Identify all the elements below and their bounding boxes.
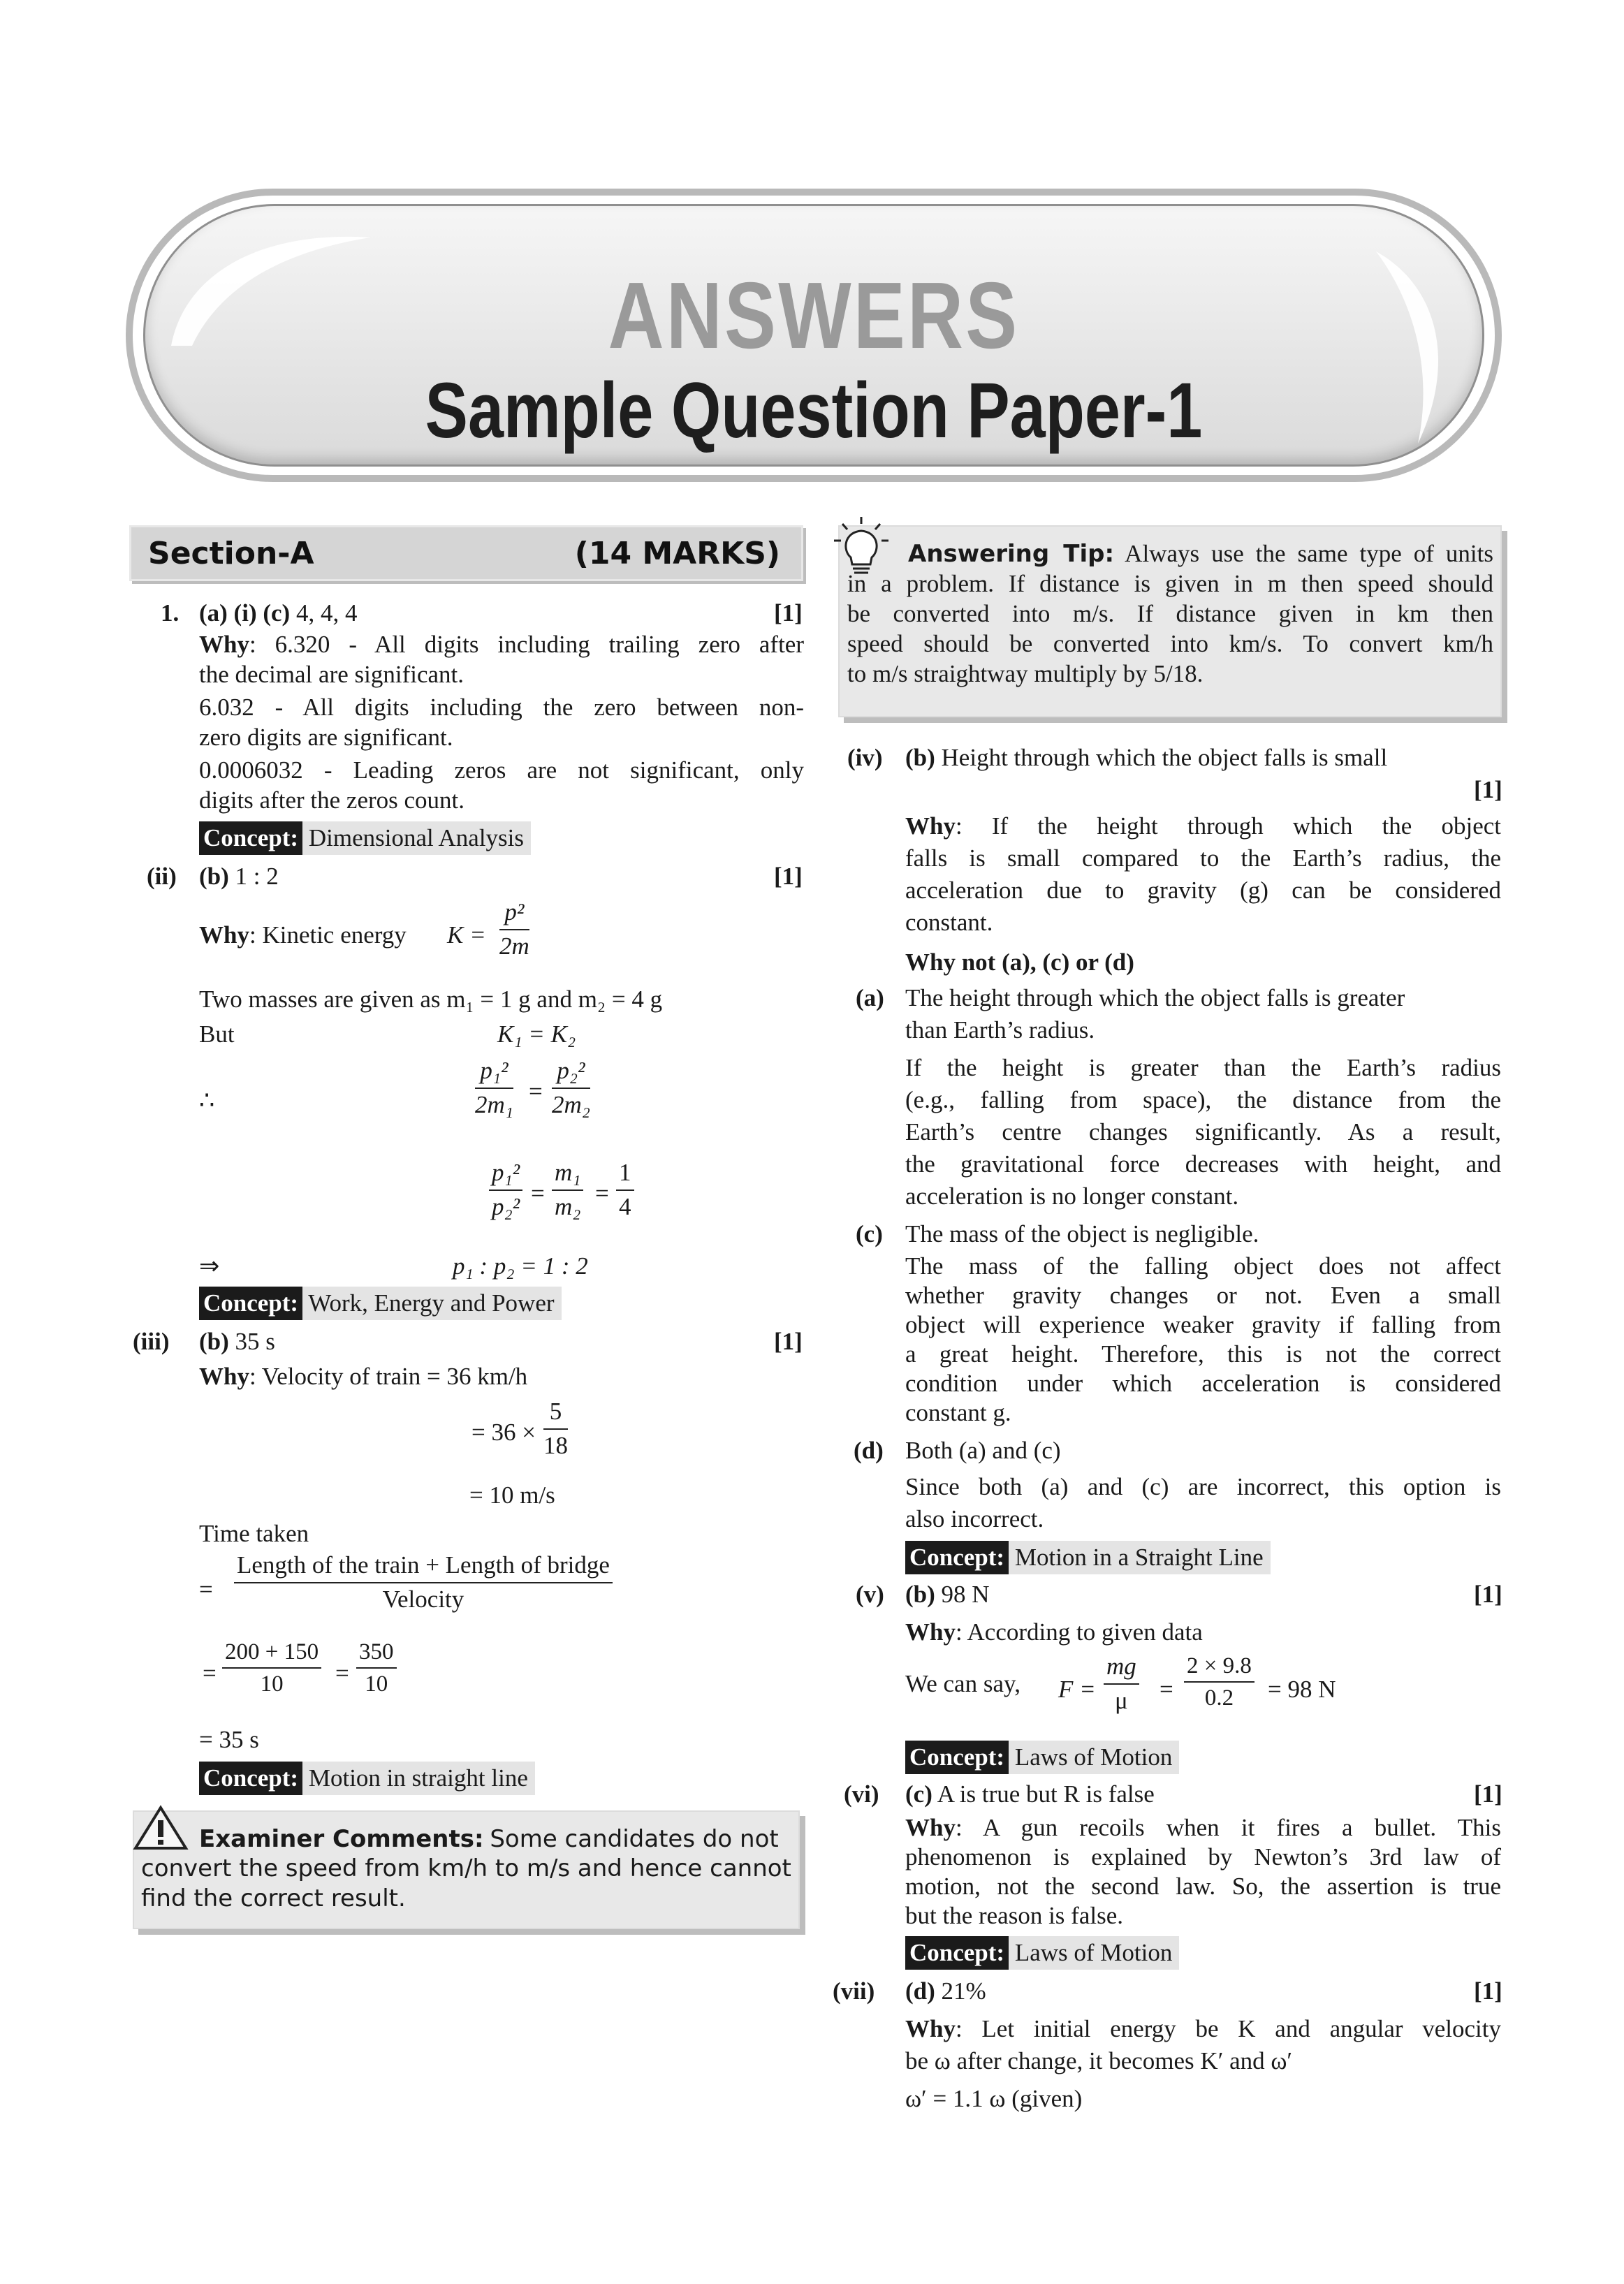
q1-answer-option: (a) (i) (c) xyxy=(199,599,291,627)
q3-time-taken: Time taken xyxy=(199,1520,309,1547)
q4-d-expl-1: Since both (a) and (c) are incorrect, this option is xyxy=(905,1473,1501,1500)
q4-why-line-1 xyxy=(905,812,1501,842)
q1-answer xyxy=(199,599,357,629)
q3-why-text: : Velocity of train = 36 km/h xyxy=(249,1363,528,1390)
q5-answer-option: (b) xyxy=(905,1581,935,1608)
q3-answer xyxy=(199,1327,275,1357)
q4-why-label: Why xyxy=(905,812,956,840)
q4-c-expl-5: condition under which acceleration is considered xyxy=(905,1370,1501,1397)
q1-why-label: Why xyxy=(199,631,249,658)
q3-answer-value: 35 s xyxy=(235,1328,275,1355)
q4-c-expl-6: constant g. xyxy=(905,1399,1011,1426)
q5-equals: = xyxy=(1160,1676,1173,1703)
q2-ke-num: p² xyxy=(499,898,529,930)
q2-eq2-den-right: 2m₂ xyxy=(552,1090,590,1118)
q6-answer xyxy=(905,1780,1155,1810)
q4-why-line-2: falls is small compared to the Earth’s radius, the xyxy=(905,844,1501,872)
q3-conv-result: = 10 m/s xyxy=(469,1481,555,1509)
q2-eq3-den-right: 4 xyxy=(619,1192,631,1220)
q3-calc-equals-1: = xyxy=(203,1660,217,1687)
q5-num-2: 2 × 9.8 xyxy=(1184,1652,1254,1683)
tip-label: Answering Tip: xyxy=(908,540,1115,568)
q5-number: (v) xyxy=(856,1581,884,1608)
q4-a-expl-2: (e.g., falling from space), the distance from the xyxy=(905,1086,1501,1113)
q6-why-line-4: but the reason is false. xyxy=(905,1902,1123,1929)
q7-answer-value: 21% xyxy=(941,1977,986,2005)
q6-why-line-2: phenomenon is explained by Newton’s 3rd law of xyxy=(905,1843,1501,1871)
tip-line-2: in a problem. If distance is given in m then speed should xyxy=(847,570,1493,597)
q3-calc-equals-2: = xyxy=(335,1660,349,1687)
q6-concept-text: Laws of Motion xyxy=(1014,1939,1173,1966)
warning-icon xyxy=(133,1803,189,1852)
q2-answer-value: 1 : 2 xyxy=(235,863,279,890)
banner-subtitle: Sample Question Paper-1 xyxy=(425,367,1203,454)
q2-eq3-right xyxy=(616,1158,634,1222)
q4-c-label: (c) xyxy=(856,1220,883,1247)
q4-a-label: (a) xyxy=(856,984,884,1011)
q7-given: ω′ = 1.1 ω (given) xyxy=(905,2085,1083,2112)
q4-d-expl-2: also incorrect. xyxy=(905,1505,1044,1532)
q7-marks: [1] xyxy=(1474,1977,1502,2005)
q4-a-expl-3: Earth’s centre changes significantly. As a result, xyxy=(905,1118,1501,1145)
concept-label: Concept: xyxy=(199,821,302,855)
tip-line-4: speed should be converted into km/s. To convert km/h xyxy=(847,630,1493,657)
q6-why-text-1: : A gun recoils when it fires a bullet. This xyxy=(955,1814,1501,1841)
q2-eq3-den-middle: m₂ xyxy=(555,1192,581,1220)
q5-say: We can say, xyxy=(905,1670,1021,1697)
examiner-line-1 xyxy=(199,1824,779,1854)
q1-answer-value: 4, 4, 4 xyxy=(295,599,358,627)
q4-a-expl-1: If the height is greater than the Earth’s radius xyxy=(905,1054,1501,1081)
q3-conv-den: 18 xyxy=(543,1431,568,1459)
q3-calc-fraction-2 xyxy=(356,1638,397,1699)
q5-den-2: 0.2 xyxy=(1204,1685,1234,1711)
q1-number: 1. xyxy=(161,599,180,627)
q2-eq2-num-left: p₁² xyxy=(475,1056,513,1089)
q5-why-text: : According to given data xyxy=(955,1618,1203,1646)
q2-therefore: ∴ xyxy=(199,1087,215,1114)
q3-calc-den-2: 10 xyxy=(365,1671,388,1697)
q5-why-label: Why xyxy=(905,1618,956,1646)
q4-why-not: Why not (a), (c) or (d) xyxy=(905,949,1134,976)
q2-but: But xyxy=(199,1020,235,1048)
concept-label: Concept: xyxy=(199,1762,302,1795)
q2-eq3-equals-1: = xyxy=(531,1180,545,1207)
q3-result: = 35 s xyxy=(199,1726,259,1753)
q3-concept xyxy=(199,1762,535,1795)
q2-answer-option: (b) xyxy=(199,863,229,890)
q6-answer-option: (c) xyxy=(905,1780,932,1808)
q7-why-text-1: : Let initial energy be K and angular velocity xyxy=(955,2015,1501,2042)
q4-c-expl-1: The mass of the falling object does not affect xyxy=(905,1252,1501,1280)
q2-eq2-den-left: 2m₁ xyxy=(475,1090,513,1118)
q3-formula-den: Velocity xyxy=(382,1585,464,1613)
tip-line-5: to m/s straightway multiply by 5/18. xyxy=(847,660,1204,687)
q7-why-line-1 xyxy=(905,2014,1501,2044)
q3-conv-lhs: = 36 × xyxy=(471,1419,536,1446)
q6-why-label: Why xyxy=(905,1814,956,1841)
q2-why-text: : Kinetic energy xyxy=(249,921,407,949)
examiner-label: Examiner Comments: xyxy=(199,1825,484,1853)
q2-eq3-equals-2: = xyxy=(595,1180,609,1207)
q4-marks: [1] xyxy=(1474,776,1502,803)
q2-concept-text: Work, Energy and Power xyxy=(308,1289,555,1317)
q1-why-line-2: the decimal are significant. xyxy=(199,661,464,688)
q1-why-line-5: 0.0006032 - Leading zeros are not significant, only xyxy=(199,756,804,784)
q4-why-text-1: : If the height through which the object xyxy=(955,812,1501,840)
q3-concept-text: Motion in straight line xyxy=(308,1764,528,1792)
q2-ke-den: 2m xyxy=(499,932,529,960)
q3-formula-equals: = xyxy=(199,1576,213,1603)
q2-eq2-right xyxy=(552,1056,590,1120)
q3-answer-option: (b) xyxy=(199,1328,229,1355)
q2-eq3-den-left: p₂² xyxy=(492,1192,520,1220)
concept-label: Concept: xyxy=(199,1287,302,1320)
q2-eq3-num-left: p₁² xyxy=(489,1158,522,1191)
q7-answer-option: (d) xyxy=(905,1977,935,2005)
q4-answer-option: (b) xyxy=(905,744,935,771)
q5-fraction-1 xyxy=(1104,1652,1139,1715)
q4-c-expl-4: a great height. Therefore, this is not the correct xyxy=(905,1340,1501,1368)
q2-eq3-num-middle: m₁ xyxy=(552,1158,583,1191)
concept-label: Concept: xyxy=(905,1541,1009,1574)
q2-eq2-left xyxy=(475,1056,513,1120)
q6-concept xyxy=(905,1936,1179,1970)
q6-number: (vi) xyxy=(844,1780,879,1808)
q5-answer-value: 98 N xyxy=(941,1581,990,1608)
q2-why-label: Why xyxy=(199,921,249,949)
section-header xyxy=(129,525,803,581)
tip-text-1: Always use the same type of units xyxy=(1125,540,1493,567)
q2-eq3-left xyxy=(489,1158,522,1222)
banner-title: ANSWERS xyxy=(608,263,1020,368)
q4-concept-text: Motion in a Straight Line xyxy=(1014,1544,1264,1571)
q2-ke-lhs: K = xyxy=(447,921,486,949)
examiner-line-3: find the correct result. xyxy=(141,1884,406,1912)
q3-formula xyxy=(234,1551,613,1614)
q3-calc-den-1: 10 xyxy=(260,1671,284,1697)
q2-concept xyxy=(199,1287,562,1320)
q2-implies: ⇒ xyxy=(199,1252,220,1280)
q4-number: (iv) xyxy=(847,744,883,771)
q4-d-label: (d) xyxy=(854,1437,884,1464)
q1-why-text-1: : 6.320 - All digits including trailing zero after xyxy=(249,631,804,658)
q2-number: (ii) xyxy=(147,863,177,890)
q2-eq2-num-right: p₂² xyxy=(552,1056,590,1089)
q5-answer xyxy=(905,1580,990,1610)
q2-ke-fraction xyxy=(499,898,529,961)
q5-result: = 98 N xyxy=(1268,1676,1336,1703)
q6-why-line-3: motion, not the second law. So, the assertion is true xyxy=(905,1873,1501,1900)
q4-c-expl-3: object will experience weaker gravity if falling from xyxy=(905,1311,1501,1338)
q1-marks: [1] xyxy=(774,599,803,627)
q1-why-line-1 xyxy=(199,630,804,660)
q5-concept xyxy=(905,1741,1179,1774)
q4-d-line: Both (a) and (c) xyxy=(905,1437,1061,1464)
q5-fraction-2 xyxy=(1184,1652,1254,1713)
section-marks: (14 MARKS) xyxy=(574,536,780,571)
q6-why-line-1 xyxy=(905,1813,1501,1843)
q7-why-label: Why xyxy=(905,2015,956,2042)
q1-concept xyxy=(199,821,531,855)
q2-eq1: K₁ = K₂ xyxy=(497,1020,576,1048)
q2-answer xyxy=(199,862,279,892)
q3-calc-fraction-1 xyxy=(222,1638,321,1699)
q5-f-lhs: F = xyxy=(1058,1676,1096,1703)
q4-a-expl-5: acceleration is no longer constant. xyxy=(905,1183,1239,1210)
q6-marks: [1] xyxy=(1474,1780,1502,1808)
q4-why-line-3: acceleration due to gravity (g) can be considered xyxy=(905,877,1501,904)
q3-why-label: Why xyxy=(199,1363,249,1390)
q2-why xyxy=(199,921,407,951)
q3-marks: [1] xyxy=(774,1328,803,1355)
q7-answer xyxy=(905,1977,986,2007)
q3-formula-num: Length of the train + Length of bridge xyxy=(234,1551,613,1583)
q2-marks: [1] xyxy=(774,863,803,890)
q7-why-line-2: be ω after change, it becomes K′ and ω′ xyxy=(905,2047,1293,2074)
q2-eq4: p₁ : p₂ = 1 : 2 xyxy=(453,1252,588,1280)
examiner-text-1: Some candidates do not xyxy=(490,1825,779,1853)
q4-a-expl-4: the gravitational force decreases with height, and xyxy=(905,1150,1501,1178)
q6-answer-value: A is true but R is false xyxy=(937,1780,1155,1808)
q2-eq3-num-right: 1 xyxy=(616,1158,634,1191)
q3-number: (iii) xyxy=(133,1328,170,1355)
tip-line-1 xyxy=(908,539,1493,569)
q3-why xyxy=(199,1362,527,1392)
tip-line-3: be converted into m/s. If distance given in km then xyxy=(847,600,1493,627)
q7-number: (vii) xyxy=(833,1977,875,2005)
q1-why-line-4: zero digits are significant. xyxy=(199,724,453,751)
q3-calc-num-1: 200 + 150 xyxy=(222,1638,321,1669)
q1-concept-text: Dimensional Analysis xyxy=(308,824,525,851)
q5-marks: [1] xyxy=(1474,1581,1502,1608)
q5-den-1: μ xyxy=(1115,1686,1128,1714)
q1-why-line-3: 6.032 - All digits including the zero between non- xyxy=(199,694,804,721)
concept-label: Concept: xyxy=(905,1741,1009,1774)
examiner-line-2: convert the speed from km/h to m/s and hence cannot xyxy=(141,1854,791,1882)
q1-why-line-6: digits after the zeros count. xyxy=(199,786,465,814)
q5-num-1: mg xyxy=(1104,1652,1139,1685)
q2-masses: Two masses are given as m₁ = 1 g and m₂ = 4 g xyxy=(199,986,663,1013)
q2-eq2-equals: = xyxy=(529,1078,543,1105)
q4-why-line-4: constant. xyxy=(905,909,993,936)
section-name: Section-A xyxy=(148,536,314,571)
q2-eq3-middle xyxy=(552,1158,583,1222)
q4-answer xyxy=(905,743,1387,773)
q4-a-line-2: than Earth’s radius. xyxy=(905,1016,1095,1044)
q4-c-expl-2: whether gravity changes or not. Even a small xyxy=(905,1282,1501,1309)
concept-label: Concept: xyxy=(905,1936,1009,1970)
q4-a-line-1: The height through which the object falls is greater xyxy=(905,984,1405,1011)
q5-concept-text: Laws of Motion xyxy=(1014,1743,1173,1771)
q3-conv-num: 5 xyxy=(543,1397,568,1430)
q3-calc-num-2: 350 xyxy=(356,1638,397,1669)
q3-conv-fraction xyxy=(543,1397,568,1461)
q4-c-line: The mass of the object is negligible. xyxy=(905,1220,1259,1247)
q4-answer-text: Height through which the object falls is small xyxy=(941,744,1388,771)
q5-why xyxy=(905,1618,1203,1648)
q4-concept xyxy=(905,1541,1271,1574)
